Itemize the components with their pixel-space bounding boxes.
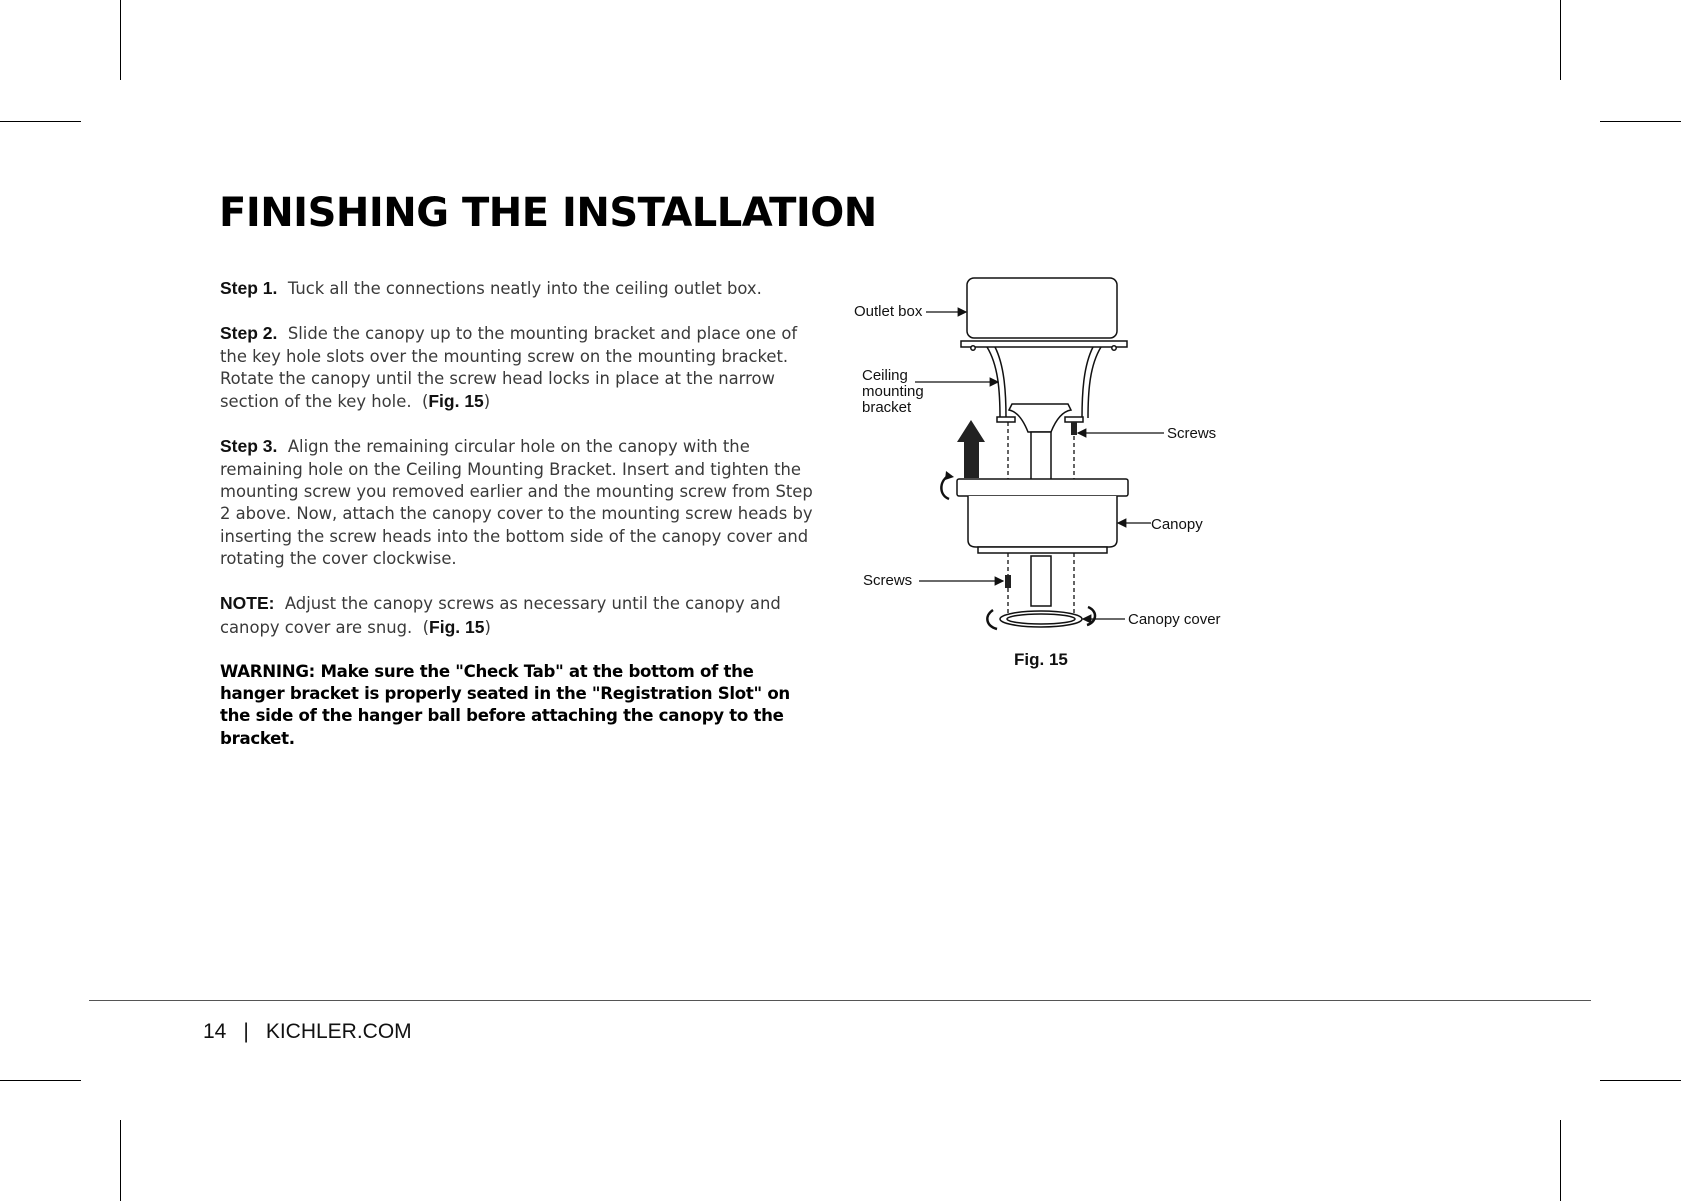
crop-mark bbox=[1560, 1120, 1561, 1201]
warning bbox=[220, 661, 820, 750]
crop-mark bbox=[0, 1080, 81, 1081]
page-title: FINISHING THE INSTALLATION bbox=[219, 190, 877, 236]
step-text: Slide the canopy up to the mounting bracket and place one of the key hole slots over the mounting screw on the mounting bracket. Rotate the canopy until the screw head locks in place at the narrow section of the key hole. bbox=[220, 324, 798, 412]
label-bracket: mounting bbox=[862, 383, 924, 400]
label-bracket: bracket bbox=[862, 399, 912, 416]
step-text: Align the remaining circular hole on the canopy with the remaining hole on the Ceiling Mounting Bracket. Insert and tighten the mounting screw you removed earlier and the mounting screw from Step 2 above. Now, attach the canopy cover to the mounting screw heads by inserting the screw heads into the bottom side of the canopy cover and rotating the cover clockwise. bbox=[220, 437, 813, 568]
step-3 bbox=[220, 435, 820, 570]
outlet-box bbox=[961, 278, 1127, 350]
figure-reference: Fig. 15 bbox=[429, 616, 485, 637]
footer-separator: | bbox=[243, 1020, 249, 1043]
label-screws-bottom: Screws bbox=[863, 572, 913, 589]
warning-text: Make sure the "Check Tab" at the bottom of the hanger bracket is properly seated in the "Registration Slot" on the side of the hanger ball before attaching the canopy to the bracket. bbox=[220, 661, 790, 748]
figure-caption: Fig. 15 bbox=[1014, 650, 1068, 669]
step-1 bbox=[220, 277, 820, 300]
crop-mark bbox=[1560, 0, 1561, 80]
mounting-bracket bbox=[987, 347, 1101, 432]
note-label: NOTE: bbox=[220, 593, 275, 614]
crop-mark bbox=[120, 0, 121, 80]
note: NOTE: Adjust the canopy screws as necessary until the canopy and canopy cover are snug. (Fig. 15) bbox=[220, 593, 781, 637]
crop-mark bbox=[1600, 1080, 1681, 1081]
installation-diagram bbox=[850, 270, 1230, 680]
step-label: Step 2. bbox=[220, 323, 278, 344]
rotate-arrow-icon bbox=[1087, 607, 1095, 625]
rotate-arrow-icon bbox=[945, 471, 954, 480]
crop-mark bbox=[120, 1120, 121, 1201]
footer bbox=[203, 1020, 412, 1044]
footer-rule bbox=[89, 1000, 1591, 1001]
canopy bbox=[957, 479, 1128, 553]
step-text: Tuck all the connections neatly into the ceiling outlet box. bbox=[287, 279, 762, 298]
label-canopy: Canopy bbox=[1151, 516, 1203, 533]
step-label: Step 3. bbox=[220, 436, 278, 457]
screw-icon bbox=[1005, 575, 1011, 588]
label-screws-top: Screws bbox=[1167, 425, 1217, 442]
crop-mark bbox=[0, 121, 81, 122]
label-bracket: Ceiling bbox=[862, 367, 908, 384]
warning-label: WARNING: bbox=[220, 661, 315, 681]
site-name: KICHLER.COM bbox=[265, 1020, 412, 1043]
step-2: Step 2. Slide the canopy up to the mounting bracket and place one of the key hole slots over the mounting screw on the mounting bracket. Rotate the canopy until the screw head locks in place at the narrow section of the key hole. (Fig. 15) bbox=[220, 323, 798, 412]
rotate-arrow-icon bbox=[987, 610, 997, 629]
label-canopy-cover: Canopy cover bbox=[1128, 611, 1221, 628]
canopy-cover bbox=[1000, 611, 1082, 627]
step-label: Step 1. bbox=[220, 278, 278, 298]
arrow-up-icon bbox=[957, 420, 985, 478]
note-text: Adjust the canopy screws as necessary until the canopy and canopy cover are snug. bbox=[220, 594, 781, 637]
instructions bbox=[220, 277, 820, 772]
figure-reference: Fig. 15 bbox=[428, 391, 484, 412]
label-outlet-box: Outlet box bbox=[854, 303, 923, 320]
screw-icon bbox=[1071, 422, 1077, 435]
crop-mark bbox=[1600, 121, 1681, 122]
page-number: 14 bbox=[203, 1020, 227, 1043]
